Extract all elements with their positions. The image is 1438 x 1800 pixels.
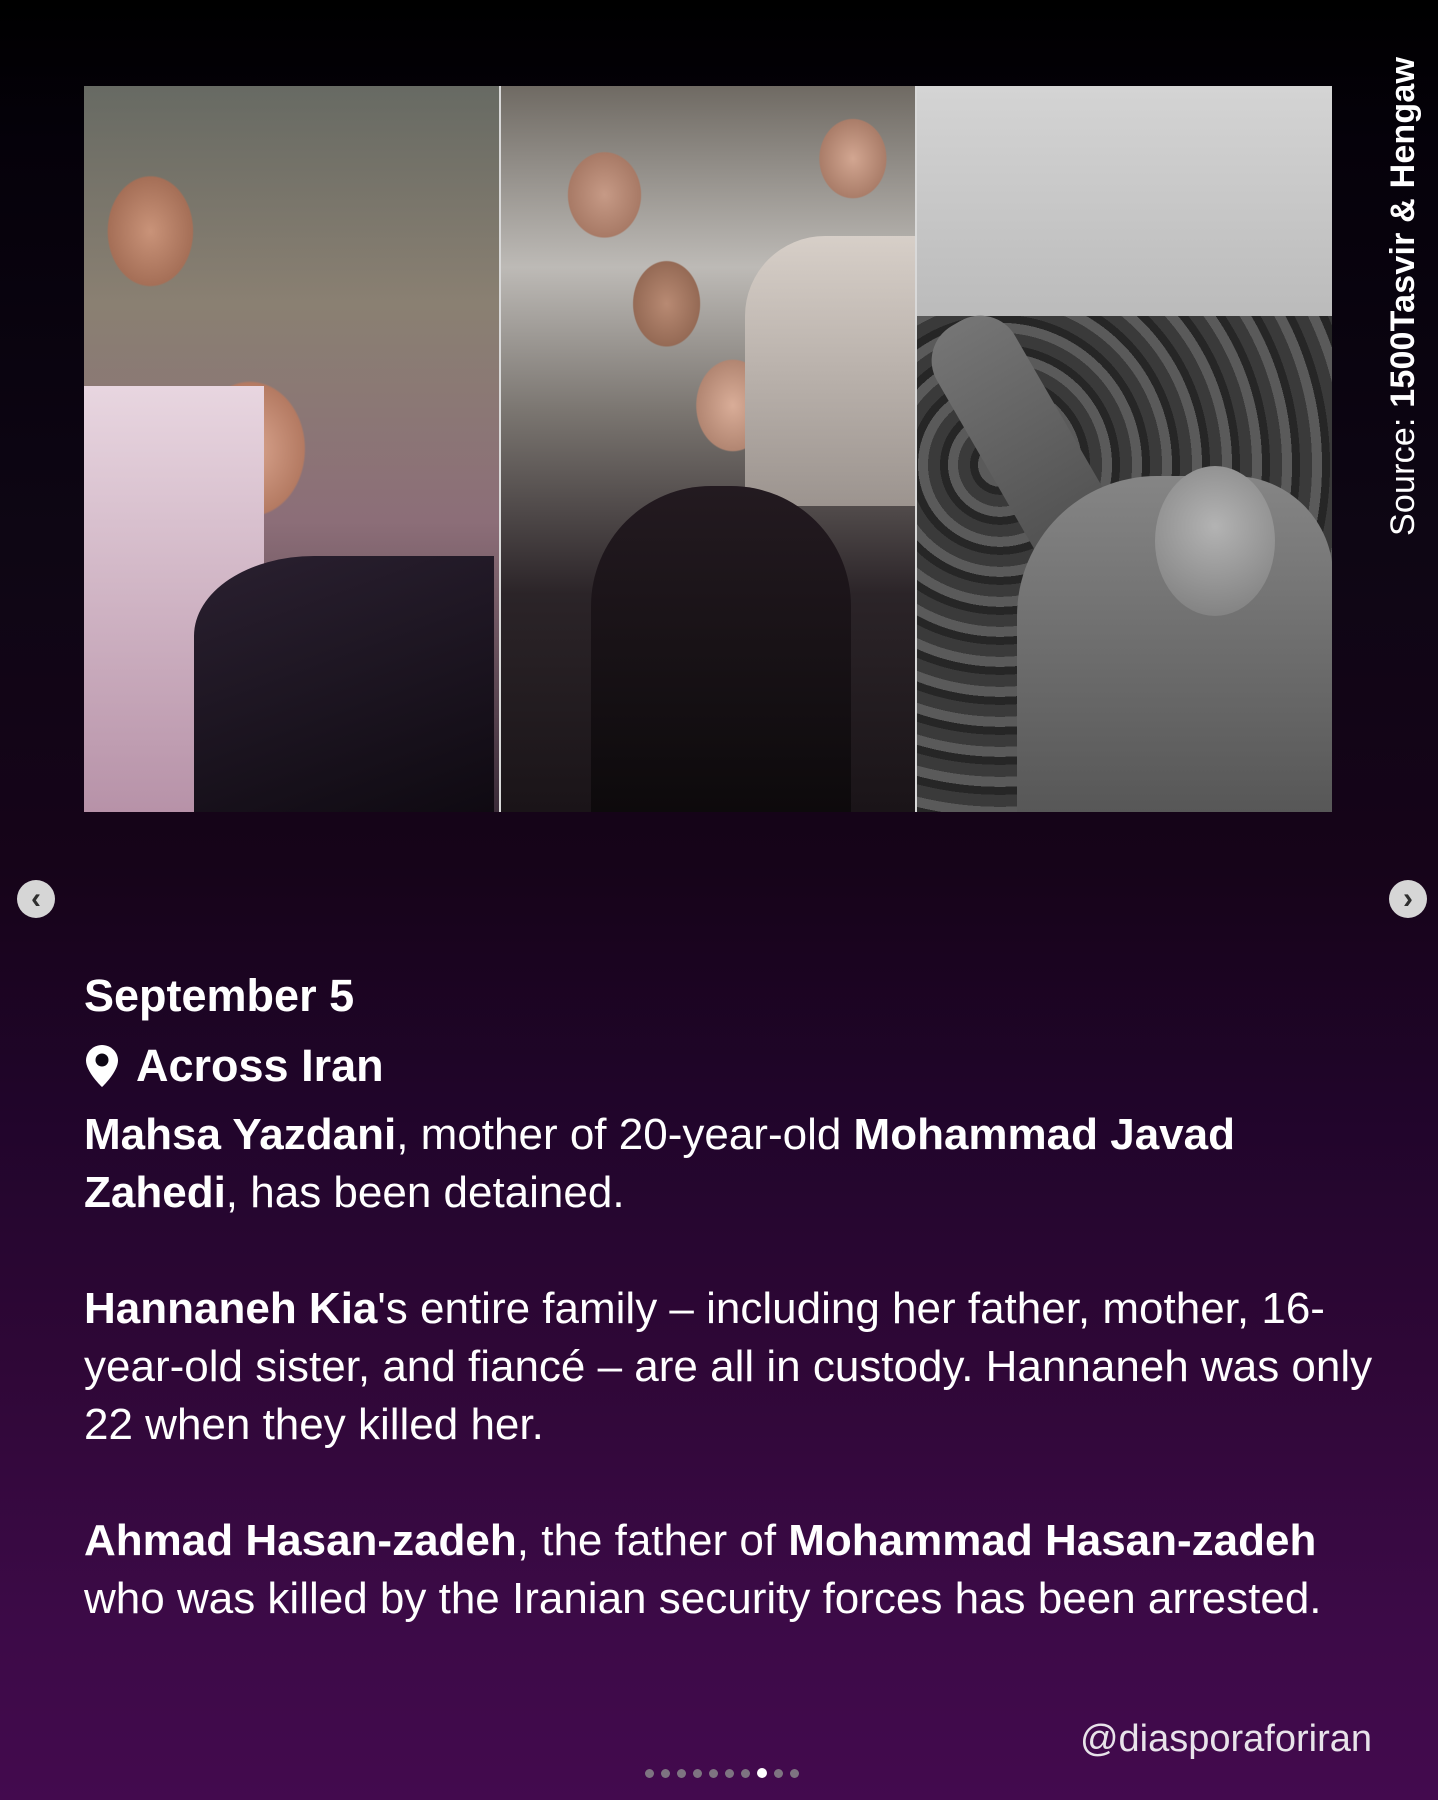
caption-text: who was killed by the Iranian security forces has been arrested.	[84, 1574, 1322, 1623]
previous-slide-button[interactable]	[17, 880, 55, 918]
person-name: Ahmad Hasan-zadeh	[84, 1516, 517, 1565]
caption-text: , mother of 20-year-old	[396, 1110, 854, 1159]
pagination-dot-active[interactable]	[757, 1768, 767, 1778]
location-row	[84, 1036, 1374, 1096]
caption-text: , has been detained.	[225, 1168, 625, 1217]
photo-family-group	[501, 86, 916, 812]
person-name: Mohammad Javad Zahedi	[84, 1110, 1236, 1217]
caption-text: 's entire family – including her father, mother, 16-year-old sister, and fiancé – are all in custody. Hannaneh was only 22 when they killed her.	[84, 1284, 1373, 1449]
carousel-pagination	[645, 1768, 799, 1778]
post-caption	[84, 966, 1374, 1628]
location-label: Across Iran	[136, 1040, 384, 1091]
source-credit	[1384, 57, 1423, 536]
pagination-dot[interactable]	[774, 1769, 783, 1778]
chevron-left-icon: ‹	[31, 882, 41, 915]
post-date: September 5	[84, 970, 355, 1021]
caption-text: , the father of	[516, 1516, 789, 1565]
account-handle[interactable]: @diasporaforiran	[1079, 1718, 1372, 1760]
pagination-dot[interactable]	[741, 1769, 750, 1778]
person-name: Mahsa Yazdani	[84, 1110, 397, 1159]
person-name: Hannaneh Kia	[84, 1284, 378, 1333]
photo-mother-and-son	[84, 86, 499, 812]
photo-crowd-protest	[917, 86, 1332, 812]
chevron-right-icon: ›	[1403, 882, 1413, 915]
caption-paragraph	[84, 1512, 1374, 1628]
pagination-dot[interactable]	[693, 1769, 702, 1778]
post-paragraphs	[84, 1106, 1374, 1628]
pagination-dot[interactable]	[725, 1769, 734, 1778]
source-label: Source:	[1384, 407, 1422, 536]
source-value: 1500Tasvir & Hengaw	[1384, 56, 1422, 408]
person-name: Mohammad Hasan-zadeh	[788, 1516, 1317, 1565]
map-pin-icon	[84, 1043, 120, 1089]
pagination-dot[interactable]	[661, 1769, 670, 1778]
pagination-dot[interactable]	[790, 1769, 799, 1778]
pagination-dot[interactable]	[709, 1769, 718, 1778]
caption-paragraph	[84, 1106, 1374, 1222]
caption-paragraph	[84, 1280, 1374, 1454]
next-slide-button[interactable]	[1389, 880, 1427, 918]
photo-collage	[84, 86, 1332, 812]
pagination-dot[interactable]	[645, 1769, 654, 1778]
pagination-dot[interactable]	[677, 1769, 686, 1778]
